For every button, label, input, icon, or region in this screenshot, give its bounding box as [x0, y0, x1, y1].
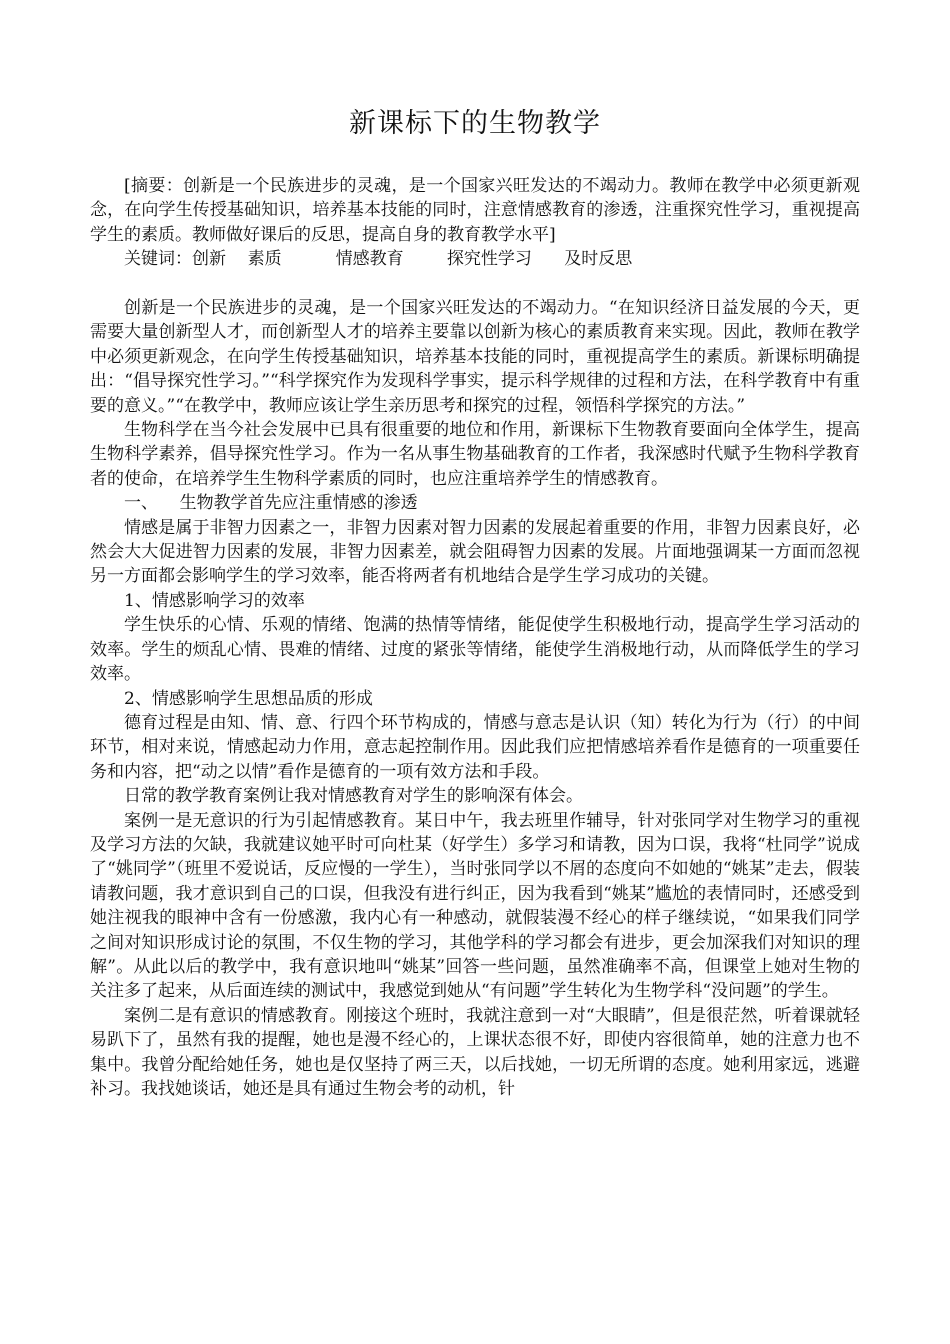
subsection-text: 学生快乐的心情、乐观的情绪、饱满的热情等情绪，能促使学生积极地行动，提高学生学习活动的效率。学生的烦乱心情、畏难的情绪、过度的紧张等情绪，能使学生消极地行动，从而降低学生的学习效率。	[90, 615, 860, 685]
case-one: 案例一是无意识的行为引起情感教育。某日中午，我去班里作辅导，针对张同学对生物学习的重视及学习方法的欠缺，我就建议她平时可向杜某（好学生）多学习和请教，因为口误，我将“杜同学”说成了“姚同学”（班里不爱说话，反应慢的一学生），当时张同学以不屑的态度向不如她的“姚某”走去，假装请教问题，我才意识到自己的口误，但我没有进行纠正，因为我看到“姚某”尴尬的表情同时，还感受到她注视我的眼神中含有一份感激，我内心有一种感动，就假装漫不经心的样子继续说，“如果我们同学之间对知识形成讨论的氛围，不仅生物的学习，其他学科的学习都会有进步，更会加深我们对知识的理解”。从此以后的教学中，我有意识地叫“姚某”回答一些问题，虽然准确率不高，但课堂上她对生物的关注多了起来，从后面连续的测试中，我感觉到她从“有问题”学生转化为生物学科“没问题”的学生。	[90, 810, 860, 1002]
document-page	[90, 104, 860, 1101]
case-two: 案例二是有意识的情感教育。刚接这个班时，我就注意到一对“大眼睛”，但是很茫然，听着课就轻易趴下了，虽然有我的提醒，她也是漫不经心的，上课状态很不好，即使内容很简单，她的注意力也不集中。我曾分配给她任务，她也是仅坚持了两三天，以后找她，一切无所谓的态度。她利用家远，逃避补习。我找她谈话，她还是具有通过生物会考的动机，针	[90, 1005, 860, 1100]
document-title: 新课标下的生物教学	[349, 108, 601, 139]
body-paragraph: 创新是一个民族进步的灵魂，是一个国家兴旺发达的不竭动力。“在知识经济日益发展的今天，更需要大量创新型人才，而创新型人才的培养主要靠以创新为核心的素质教育来实现。因此，教师在教学中必须更新观念，在向学生传授基础知识，培养基本技能的同时，重视提高学生的素质。新课标明确提出：“倡导探究性学习。”“科学探究作为发现科学事实，提示科学规律的过程和方法，在科学教育中有重要的意义。”“在教学中，教师应该让学生亲历思考和探究的过程，领悟科学探究的方法。”	[90, 298, 860, 416]
keywords: 关键词：创新 素质 情感教育 探究性学习 及时反思	[124, 249, 633, 270]
subsection-heading: 1、情感影响学习的效率	[124, 590, 305, 611]
section-heading: 一、 生物教学首先应注重情感的渗透	[124, 493, 418, 514]
cases-intro: 日常的教学教育案例让我对情感教育对学生的影响深有体会。	[124, 786, 583, 807]
section-intro: 情感是属于非智力因素之一，非智力因素对智力因素的发展起着重要的作用，非智力因素良好，必然会大大促进智力因素的发展，非智力因素差，就会阻碍智力因素的发展。片面地强调某一方面而忽视另一方面都会影响学生的学习效率，能否将两者有机地结合是学生学习成功的关键。	[90, 517, 860, 587]
body-paragraph: 生物科学在当今社会发展中已具有很重要的地位和作用，新课标下生物教育要面向全体学生，提高生物科学素养，倡导探究性学习。作为一名从事生物基础教育的工作者，我深感时代赋予生物科学教育者的使命，在培养学生生物科学素质的同时，也应注重培养学生的情感教育。	[90, 420, 860, 489]
subsection-text: 德育过程是由知、情、意、行四个环节构成的，情感与意志是认识（知）转化为行为（行）的中间环节，相对来说，情感起动力作用，意志起控制作用。因此我们应把情感培养看作是德育的一项重要任务和内容，把“动之以情”看作是德育的一项有效方法和手段。	[90, 712, 860, 782]
subsection-heading: 2、情感影响学生思想品质的形成	[124, 688, 373, 709]
abstract: [摘要：创新是一个民族进步的灵魂，是一个国家兴旺发达的不竭动力。教师在教学中必须更新观念，在向学生传授基础知识，培养基本技能的同时，注意情感教育的渗透，注重探究性学习，重视提高学生的素质。教师做好课后的反思，提高自身的教育教学水平]	[90, 176, 860, 245]
